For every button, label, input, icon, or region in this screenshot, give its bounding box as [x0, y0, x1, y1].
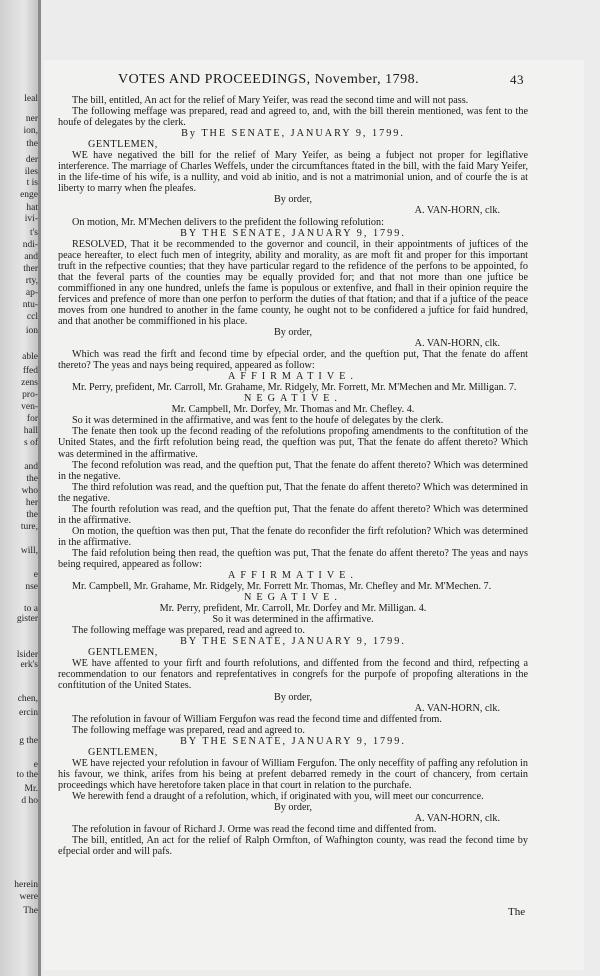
- margin-fragment: t is: [26, 178, 38, 188]
- margin-fragment: erk's: [20, 660, 38, 670]
- margin-fragment: leal: [24, 94, 38, 104]
- facing-page-margin: [0, 0, 40, 976]
- margin-fragment: were: [19, 892, 38, 902]
- margin-fragment: iles: [24, 167, 38, 177]
- paragraph: So it was determined in the affirmative, and was fent to the houfe of delegates by the clerk.: [72, 415, 444, 427]
- margin-fragment: the: [26, 510, 38, 520]
- margin-fragment: enge: [20, 190, 38, 200]
- by-order: By order,: [273, 802, 313, 813]
- margin-fragment: ven-: [21, 402, 38, 412]
- salutation: GENTLEMEN,: [88, 139, 158, 151]
- margin-fragment: ion,: [23, 126, 38, 136]
- paragraph: The refolution in favour of William Fergufon was read the fecond time and diffented from.: [72, 713, 442, 725]
- paragraph: The third refolution was read, and the queftion put, That the fenate do affent thereto? Which was determined in the negative.: [58, 481, 528, 504]
- margin-fragment: g the: [19, 736, 38, 746]
- margin-fragment: ntu-: [22, 300, 38, 310]
- margin-fragment: herein: [14, 880, 38, 890]
- salutation: GENTLEMEN,: [88, 647, 158, 659]
- vote-list: Mr. Campbell, Mr. Dorfey, Mr. Thomas and Mr. Chefley. 4.: [171, 404, 415, 416]
- margin-fragment: ercin: [19, 708, 38, 718]
- margin-fragment: chen,: [17, 694, 38, 704]
- page-text: [58, 95, 528, 857]
- signature: A. VAN-HORN, clk.: [414, 338, 500, 350]
- margin-fragment: ture,: [20, 522, 38, 532]
- margin-fragment: her: [25, 498, 38, 508]
- dateline: BY THE SENATE, JANUARY 9, 1799.: [180, 735, 406, 747]
- margin-fragment: ivi-: [24, 214, 38, 224]
- vote-heading-affirmative: AFFIRMATIVE.: [228, 570, 358, 582]
- margin-fragment: ndi-: [22, 240, 38, 250]
- salutation: GENTLEMEN,: [88, 746, 158, 758]
- paragraph: The bill, entitled, An act for the relief of Mary Yeifer, was read the second time and will not pass.: [72, 95, 469, 106]
- paragraph: We herewith fend a draught of a refolution, which, if originated with you, will meet our concurrence.: [72, 790, 484, 802]
- vote-heading-affirmative: AFFIRMATIVE.: [228, 371, 358, 383]
- margin-fragment: hat: [26, 203, 38, 213]
- paragraph: The bill, entitled, An act for the relief of Ralph Ormfton, of Wafhington county, was read the fecond time by efpecial order and will pafs.: [58, 835, 528, 858]
- gutter-shadow: [38, 0, 41, 976]
- margin-fragment: who: [21, 486, 38, 496]
- margin-fragment: and: [24, 462, 38, 472]
- vote-list: Mr. Perry, prefident, Mr. Carroll, Mr. Dorfey and Mr. Milligan. 4.: [159, 603, 427, 615]
- margin-fragment: rty,: [25, 276, 38, 286]
- vote-list: Mr. Perry, prefident, Mr. Carroll, Mr. Grahame, Mr. Ridgely, Mr. Forrett, Mr. M'Mechen and Mr. Milligan. 7.: [72, 382, 517, 394]
- paragraph: WE have rejected your refolution in favour of William Fergufon. The only neceffity of paffing any refolution in his favour, we think, arifes from his being at prefent debarred remedy in the court of chancery, from certain proceedings which have heretofore taken place in that court in relation to the purchafe.: [58, 757, 528, 791]
- margin-fragment: d ho: [21, 796, 38, 806]
- paragraph: The following meffage was prepared, read and agreed to, and, with the bill therein mentioned, was fent to the houfe of delegates by the clerk.: [58, 106, 528, 129]
- vote-heading-negative: NEGATIVE.: [244, 592, 342, 604]
- paragraph: Which was read the firft and fecond time by efpecial order, and the queftion put, That the fenate do affent thereto? The yeas and nays being required, appeared as follow:: [58, 349, 528, 372]
- by-order: By order,: [273, 326, 313, 338]
- margin-fragment: e: [33, 760, 38, 770]
- margin-fragment: der: [25, 155, 38, 165]
- margin-fragment: ion: [25, 326, 38, 336]
- dateline: BY THE SENATE, JANUARY 9, 1799.: [180, 227, 406, 239]
- margin-fragment: ther: [23, 264, 38, 274]
- margin-fragment: ffed: [22, 366, 38, 376]
- margin-fragment: lsider: [16, 650, 38, 660]
- paragraph: WE have negatived the bill for the relief of Mary Yeifer, as being a fubject not proper for legiflative interference. The marriage of Charles Weffels, under the circumftances ftated in the bill, with the faid Mary Yeifer, in the life-time of his wife, is a nullity, and void ab initio, and is not a matrimonial union, and of courfe the is at liberty to marry when fhe pleafes.: [58, 150, 528, 195]
- by-order: By order,: [273, 691, 313, 703]
- catchword: The: [508, 906, 526, 918]
- margin-fragment: Mr.: [24, 784, 38, 794]
- margin-fragment: zens: [21, 378, 38, 388]
- paragraph: The following meffage was prepared, read and agreed to.: [72, 625, 305, 637]
- margin-fragment: for: [26, 414, 38, 424]
- signature: A. VAN-HORN, clk.: [414, 702, 500, 714]
- margin-fragment: ap-: [25, 288, 38, 298]
- paragraph: The following meffage was prepared, read and agreed to.: [72, 724, 305, 736]
- signature: A. VAN-HORN, clk.: [414, 205, 500, 217]
- margin-fragment: The: [23, 906, 38, 916]
- paragraph: The fecond refolution was read, and the queftion put, That the fenate do affent thereto? Which was determined in the negative.: [58, 459, 528, 482]
- margin-fragment: and: [24, 252, 38, 262]
- margin-fragment: nse: [25, 582, 38, 592]
- margin-fragment: hall: [23, 426, 38, 436]
- margin-fragment: the: [26, 474, 38, 484]
- margin-fragment: pro-: [22, 390, 38, 400]
- paragraph: The fourth refolution was read, and the queftion put, That the fenate do affent thereto? Which was determined in the affirmative.: [58, 503, 528, 526]
- margin-fragment: the: [26, 139, 38, 149]
- running-header: [118, 72, 538, 88]
- margin-fragment: to the: [16, 770, 38, 780]
- paragraph: So it was determined in the affirmative.: [212, 614, 374, 626]
- margin-fragment: ccl: [26, 312, 38, 322]
- page-number: 43: [510, 72, 524, 87]
- paragraph: On motion, Mr. M'Mechen delivers to the prefident the following refolution:: [72, 216, 384, 228]
- paragraph: RESOLVED, That it be recommended to the governor and council, in their appointments of juftices of the peace hereafter, to elect fuch men of integrity, ability and morality, as are moft fit and proper for this important truft in the refpective counties; that they have particular regard to the refidence of the perfons to be appointed, fo that the feveral parts of the counties may be equally provided for; and that not more than one juftice be commiffioned in any one hundred, unlefs the fame is populous or extenfive, and fhall in their opinion require the fervices and prefence of more than one perfon to perform the duties of that ftation; and that if a juftice of the peace moves from one hundred to another in the fame county, he ought not to be confidered a juftice for faid hundred, and that another be commiffioned in his place.: [58, 238, 528, 327]
- paragraph: On motion, the queftion was then put, That the fenate do reconfider the firft refolution? Which was determined in the affirmative.: [58, 525, 528, 548]
- paragraph: The fenate then took up the fecond reading of the refolutions propofing amendments to the conftitution of the United States, and the firft refolution being read, the queftion was put, That the fenate do affent thereto? Which was determined in the affirmative.: [58, 426, 528, 460]
- margin-fragment: able: [22, 352, 38, 362]
- paragraph: The refolution in favour of Richard J. Orme was read the fecond time and diffented from.: [72, 824, 437, 836]
- margin-fragment: will,: [20, 546, 38, 556]
- vote-heading-negative: NEGATIVE.: [244, 393, 342, 405]
- by-order: By order,: [273, 194, 313, 206]
- margin-fragment: s of: [24, 438, 38, 448]
- margin-fragment: t's: [29, 228, 38, 238]
- dateline: By THE SENATE, JANUARY 9, 1799.: [181, 128, 405, 140]
- margin-fragment: ner: [25, 114, 38, 124]
- signature: A. VAN-HORN, clk.: [414, 813, 500, 825]
- paragraph: The faid refolution being then read, the queftion was put, That the fenate do affent thereto? The yeas and nays being required, appeared as follow:: [58, 547, 528, 570]
- margin-fragment: gister: [16, 614, 38, 624]
- running-title: VOTES AND PROCEEDINGS, November, 1798.: [118, 72, 420, 87]
- margin-fragment: to a: [24, 604, 38, 614]
- margin-fragment: e: [33, 570, 38, 580]
- dateline: BY THE SENATE, JANUARY 9, 1799.: [180, 636, 406, 648]
- vote-list: Mr. Campbell, Mr. Grahame, Mr. Ridgely, Mr. Forrett Mr. Thomas, Mr. Chefley and Mr. M'Mechen. 7.: [72, 581, 492, 593]
- paragraph: WE have affented to your firft and fourth refolutions, and diffented from the fecond and third, refpecting a recommendation to our fenators and reprefentatives in congrefs for the purpofe of propofing alterations in the conftitution of the United States.: [58, 658, 528, 692]
